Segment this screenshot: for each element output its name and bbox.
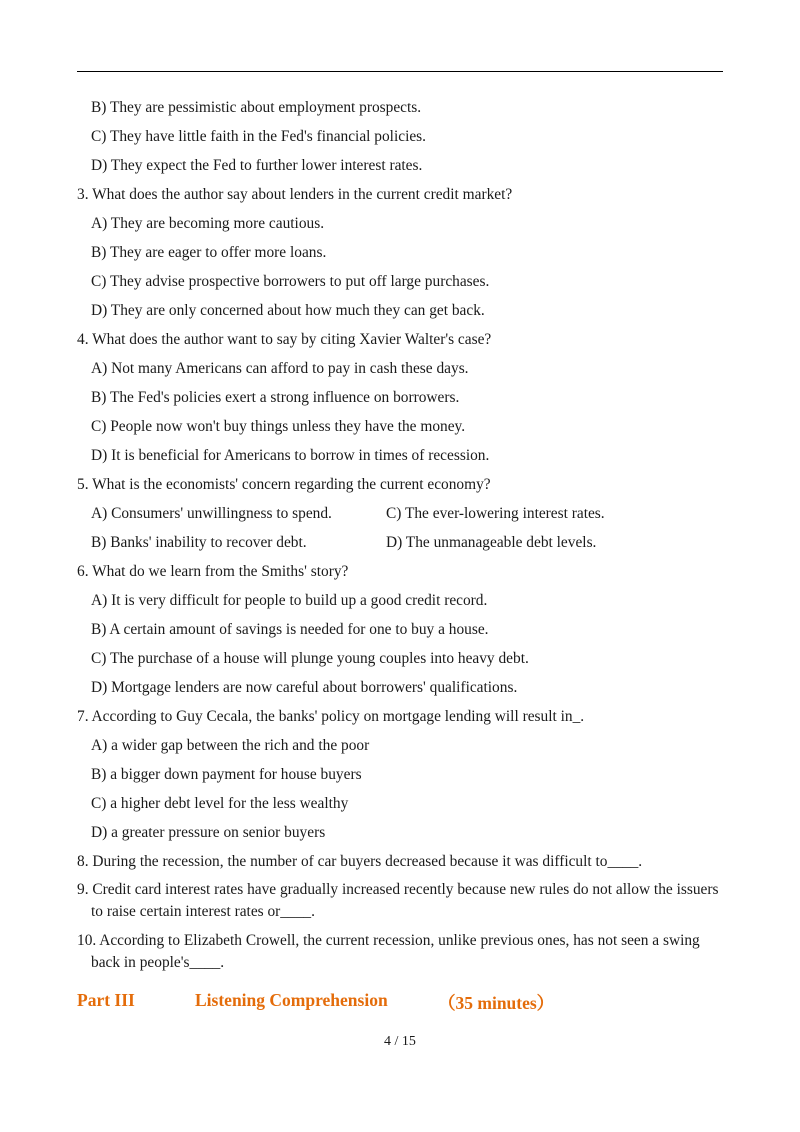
- q6-question: 6. What do we learn from the Smiths' story?: [77, 563, 349, 580]
- q5-option-d: D) The unmanageable debt levels.: [386, 534, 597, 551]
- part-heading: [77, 990, 554, 1015]
- part-title: Listening Comprehension: [195, 990, 388, 1010]
- q3-option-d: D) They are only concerned about how much they can get back.: [91, 302, 485, 319]
- q2-option-b: B) They are pessimistic about employment prospects.: [91, 99, 422, 116]
- q9-question: 9. Credit card interest rates have gradually increased recently because new rules do not allow the issuers to raise certain interest rates or____.: [77, 881, 719, 920]
- q2-option-d: D) They expect the Fed to further lower interest rates.: [91, 157, 423, 174]
- header-rule: [77, 71, 723, 72]
- q7-option-c: C) a higher debt level for the less wealthy: [91, 795, 349, 812]
- q4-option-b: B) The Fed's policies exert a strong influence on borrowers.: [91, 389, 460, 406]
- q5-options-row-2: [77, 528, 727, 557]
- q7-option-a: A) a wider gap between the rich and the poor: [91, 737, 370, 754]
- q6-option-c: C) The purchase of a house will plunge young couples into heavy debt.: [91, 650, 529, 667]
- part-duration: （35 minutes）: [438, 993, 555, 1013]
- q3-option-a: A) They are becoming more cautious.: [91, 215, 325, 232]
- q5-question: 5. What is the economists' concern regarding the current economy?: [77, 476, 491, 493]
- q4-option-a: A) Not many Americans can afford to pay in cash these days.: [91, 360, 469, 377]
- q5-option-a: A) Consumers' unwillingness to spend.: [91, 505, 332, 522]
- page-number: 4 / 15: [384, 1034, 416, 1049]
- part-label: Part III: [77, 990, 135, 1010]
- q7-option-d: D) a greater pressure on senior buyers: [91, 824, 326, 841]
- q3-question: 3. What does the author say about lenders in the current credit market?: [77, 186, 513, 203]
- q7-question: 7. According to Guy Cecala, the banks' policy on mortgage lending will result in_.: [77, 708, 585, 725]
- q4-question: 4. What does the author want to say by citing Xavier Walter's case?: [77, 331, 492, 348]
- q4-option-c: C) People now won't buy things unless they have the money.: [91, 418, 466, 435]
- q3-option-c: C) They advise prospective borrowers to put off large purchases.: [91, 273, 490, 290]
- q6-option-a: A) It is very difficult for people to build up a good credit record.: [91, 592, 488, 609]
- q7-option-b: B) a bigger down payment for house buyers: [91, 766, 362, 783]
- q6-option-b: B) A certain amount of savings is needed for one to buy a house.: [91, 621, 489, 638]
- q5-option-c: C) The ever-lowering interest rates.: [386, 505, 605, 522]
- q8-question: 8. During the recession, the number of car buyers decreased because it was difficult to____.: [77, 853, 643, 870]
- q5-option-b: B) Banks' inability to recover debt.: [91, 534, 307, 551]
- q2-option-c: C) They have little faith in the Fed's financial policies.: [91, 128, 427, 145]
- q4-option-d: D) It is beneficial for Americans to borrow in times of recession.: [91, 447, 490, 464]
- q10-question: 10. According to Elizabeth Crowell, the current recession, unlike previous ones, has not seen a swing back in people's____.: [77, 932, 700, 971]
- question-list: [77, 93, 727, 974]
- q6-option-d: D) Mortgage lenders are now careful about borrowers' qualifications.: [91, 679, 518, 696]
- q3-option-b: B) They are eager to offer more loans.: [91, 244, 327, 261]
- q5-options-row-1: [77, 499, 727, 528]
